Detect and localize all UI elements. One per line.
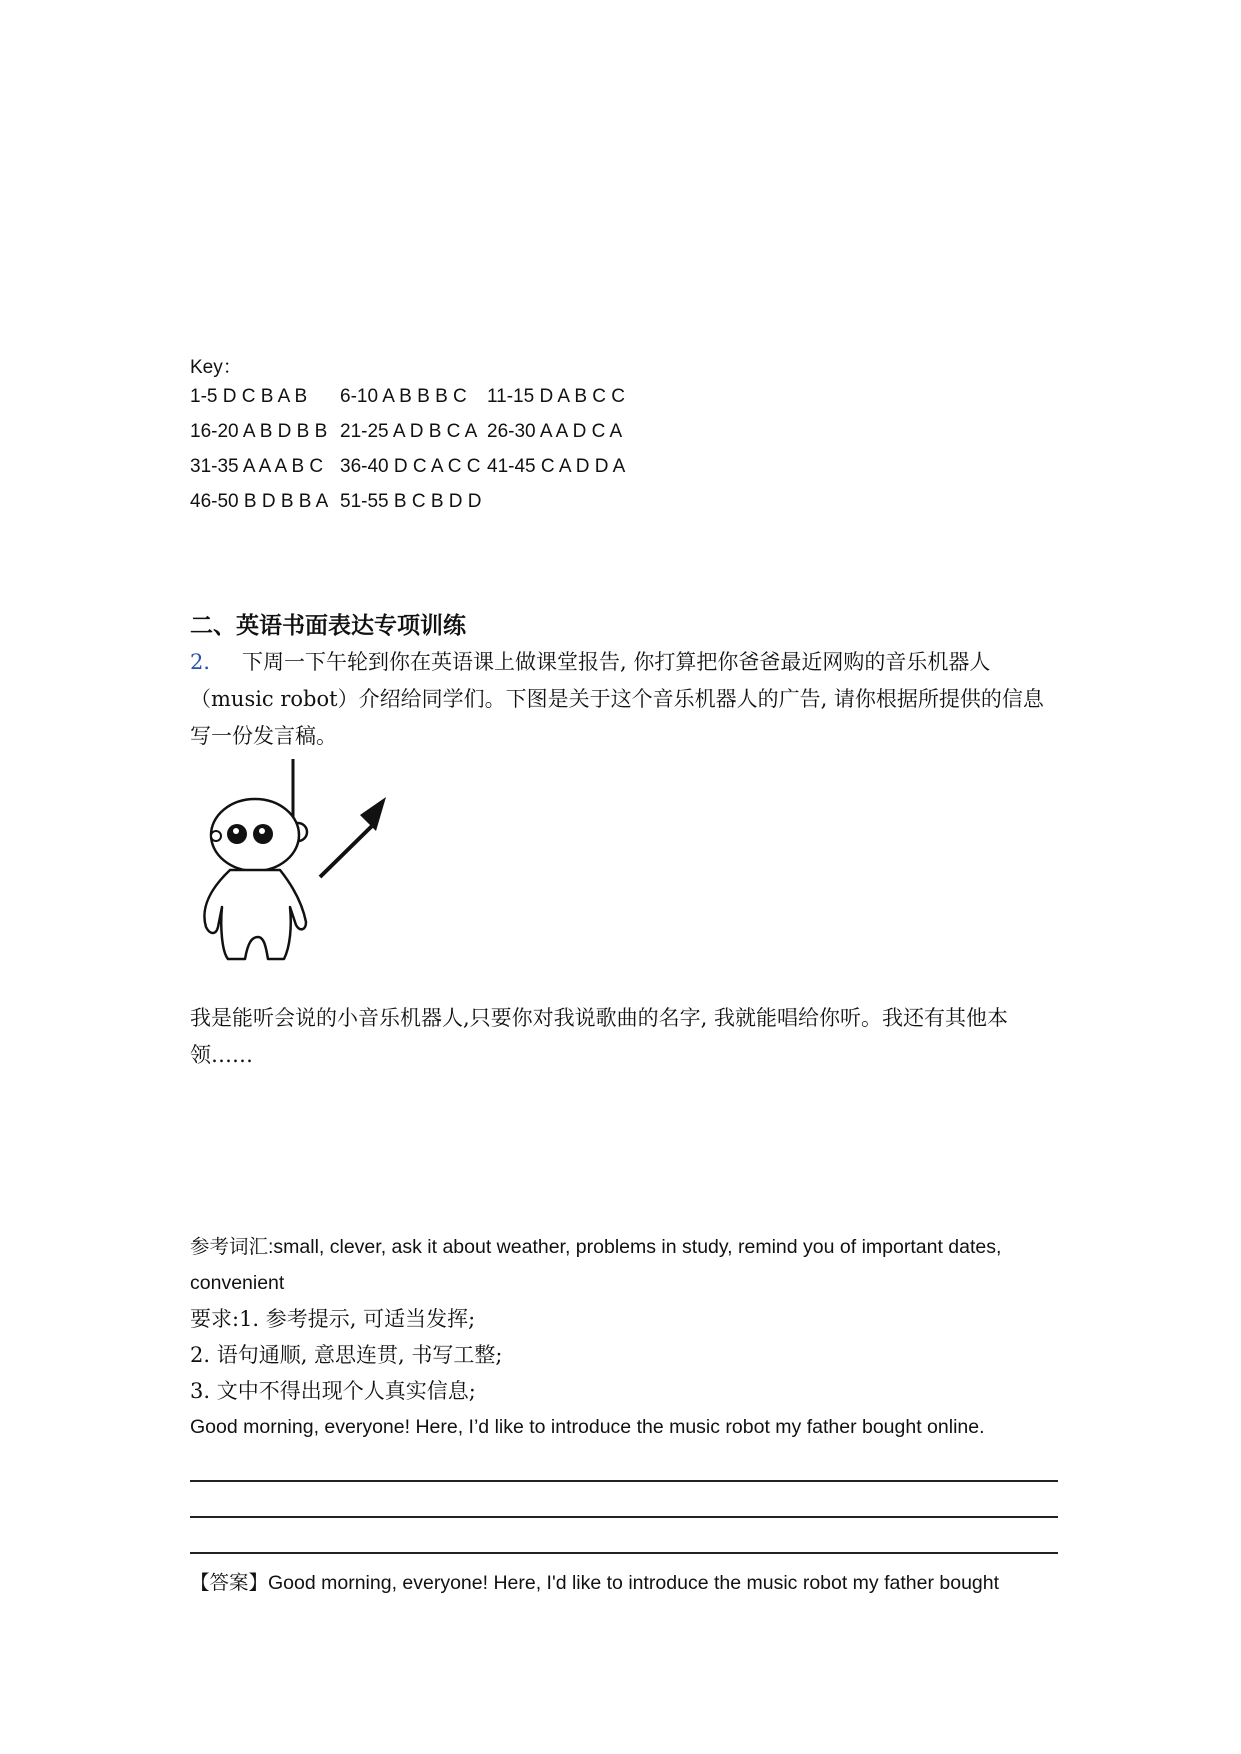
prompt-line-1: 2． 下周一下午轮到你在英语课上做课堂报告, 你打算把你爸爸最近网购的音乐机器人	[190, 644, 1060, 681]
key-row-2	[190, 421, 622, 443]
answer-line	[190, 1516, 1058, 1518]
key-cell: 31-35 A A A B C	[190, 456, 324, 477]
arrow-head	[360, 797, 386, 831]
section-heading: 二、英语书面表达专项训练	[190, 612, 466, 639]
key-cell: 1-5 D C B A B	[190, 386, 308, 407]
robot-body	[204, 870, 306, 959]
key-cell: 6-10 A B B B C	[340, 386, 467, 407]
key-cell: 16-20 A B D B B	[190, 421, 328, 442]
question-prompt	[190, 644, 1060, 755]
opening-sentence: Good morning, everyone! Here, I’d like to introduce the music robot my father bought online.	[190, 1416, 985, 1438]
ad-line-1: 我是能听会说的小音乐机器人,只要你对我说歌曲的名字, 我就能唱给你听。我还有其他本	[190, 1006, 1009, 1030]
vocab-line-1: 参考词汇:small, clever, ask it about weather, problems in study, remind you of important dates,	[190, 1236, 1002, 1258]
arrow-shaft	[320, 822, 376, 877]
robot-eye-right	[253, 824, 273, 844]
requirement-1: 要求:1. 参考提示, 可适当发挥;	[190, 1307, 476, 1331]
music-robot-illustration	[200, 757, 400, 967]
prompt-line-2: （music robot）介绍给同学们。下图是关于这个音乐机器人的广告, 请你根据所提供的信息	[190, 687, 1044, 711]
key-cell: 11-15 D A B C C	[487, 386, 625, 407]
answer-text: 【答案】Good morning, everyone! Here, I'd like to introduce the music robot my father bought	[190, 1572, 1000, 1594]
robot-eye-left	[227, 824, 247, 844]
requirement-3: 3. 文中不得出现个人真实信息;	[190, 1379, 476, 1403]
requirement-2: 2. 语句通顺, 意思连贯, 书写工整;	[190, 1343, 503, 1367]
key-cell: 36-40 D C A C C	[340, 456, 481, 477]
key-cell: 41-45 C A D D A	[487, 456, 626, 477]
key-cell: 21-25 A D B C A	[340, 421, 478, 442]
vocab-line-2: convenient	[190, 1272, 285, 1294]
key-cell: 26-30 A A D C A	[487, 421, 623, 442]
key-cell: 46-50 B D B B A	[190, 491, 329, 512]
vocabulary-and-requirements	[190, 1229, 1060, 1445]
key-row-3	[190, 456, 625, 478]
key-cell: 51-55 B C B D D	[340, 491, 482, 512]
prompt-line-3: 写一份发言稿。	[190, 724, 337, 748]
ad-line-2: 领……	[190, 1043, 253, 1067]
key-row-1	[190, 386, 625, 408]
key-row-4	[190, 491, 487, 513]
advertisement-text	[190, 1000, 1060, 1074]
key-label: Key：	[190, 357, 242, 378]
answer-line	[190, 1480, 1058, 1482]
answer-line	[190, 1552, 1058, 1554]
question-number: 2．	[190, 650, 225, 674]
